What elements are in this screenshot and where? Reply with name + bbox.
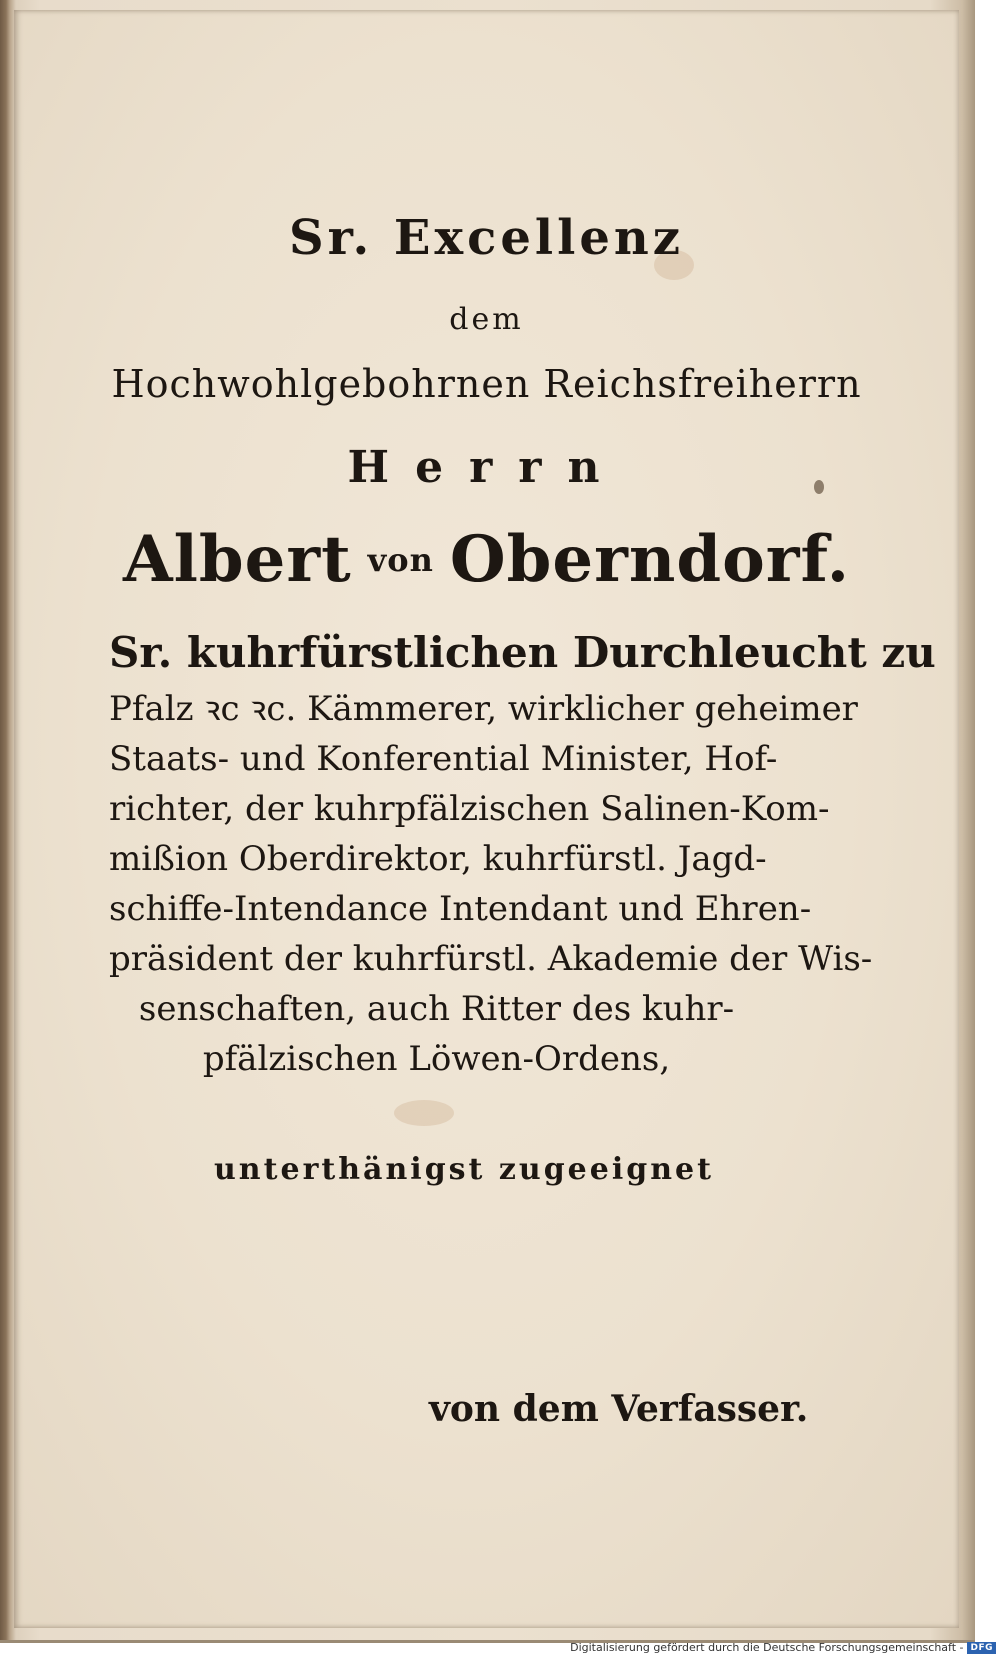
stain xyxy=(394,1100,454,1126)
dedicatee-name xyxy=(14,522,959,597)
name-first: Albert xyxy=(122,522,352,597)
dedication-line-excellenz: Sr. Excellenz xyxy=(288,210,685,266)
digitization-credit xyxy=(570,1641,996,1654)
dedication-line-herrn: Herrn xyxy=(347,442,626,493)
body-line: Pfalz ꝛc ꝛc. Kämmerer, wirklicher geheimer xyxy=(109,689,858,729)
body-line: mißion Oberdirektor, kuhrfürstl. Jagd- xyxy=(109,839,767,879)
dedication-closing: unterthänigst zugeeignet xyxy=(214,1152,714,1187)
body-line: Staats- und Konferential Minister, Hof- xyxy=(109,739,778,779)
dedication-body xyxy=(109,622,936,1084)
page xyxy=(14,10,959,1628)
dedication-line-title: Hochwohlgebohrnen Reichsfreiherrn xyxy=(111,362,862,406)
body-line: schiffe-Intendance Intendant und Ehren- xyxy=(109,889,812,929)
body-line: pfälzischen Löwen-Ordens, xyxy=(202,1039,671,1079)
dfg-logo: DFG xyxy=(967,1642,996,1654)
body-line: senschaften, auch Ritter des kuhr- xyxy=(138,989,735,1029)
body-line: richter, der kuhrpfälzischen Salinen-Kom- xyxy=(109,789,830,829)
name-last: Oberndorf. xyxy=(449,522,851,597)
dedication-line-dem: dem xyxy=(449,302,524,337)
body-line: Sr. kuhrfürstlichen Durchleucht zu xyxy=(109,628,936,677)
body-line: präsident der kuhrfürstl. Akademie der Wis- xyxy=(109,939,873,979)
signature: von dem Verfasser. xyxy=(429,1388,809,1430)
name-particle: von xyxy=(367,541,434,579)
credit-text: Digitalisierung gefördert durch die Deutsche Forschungsgemeinschaft - xyxy=(570,1641,964,1654)
